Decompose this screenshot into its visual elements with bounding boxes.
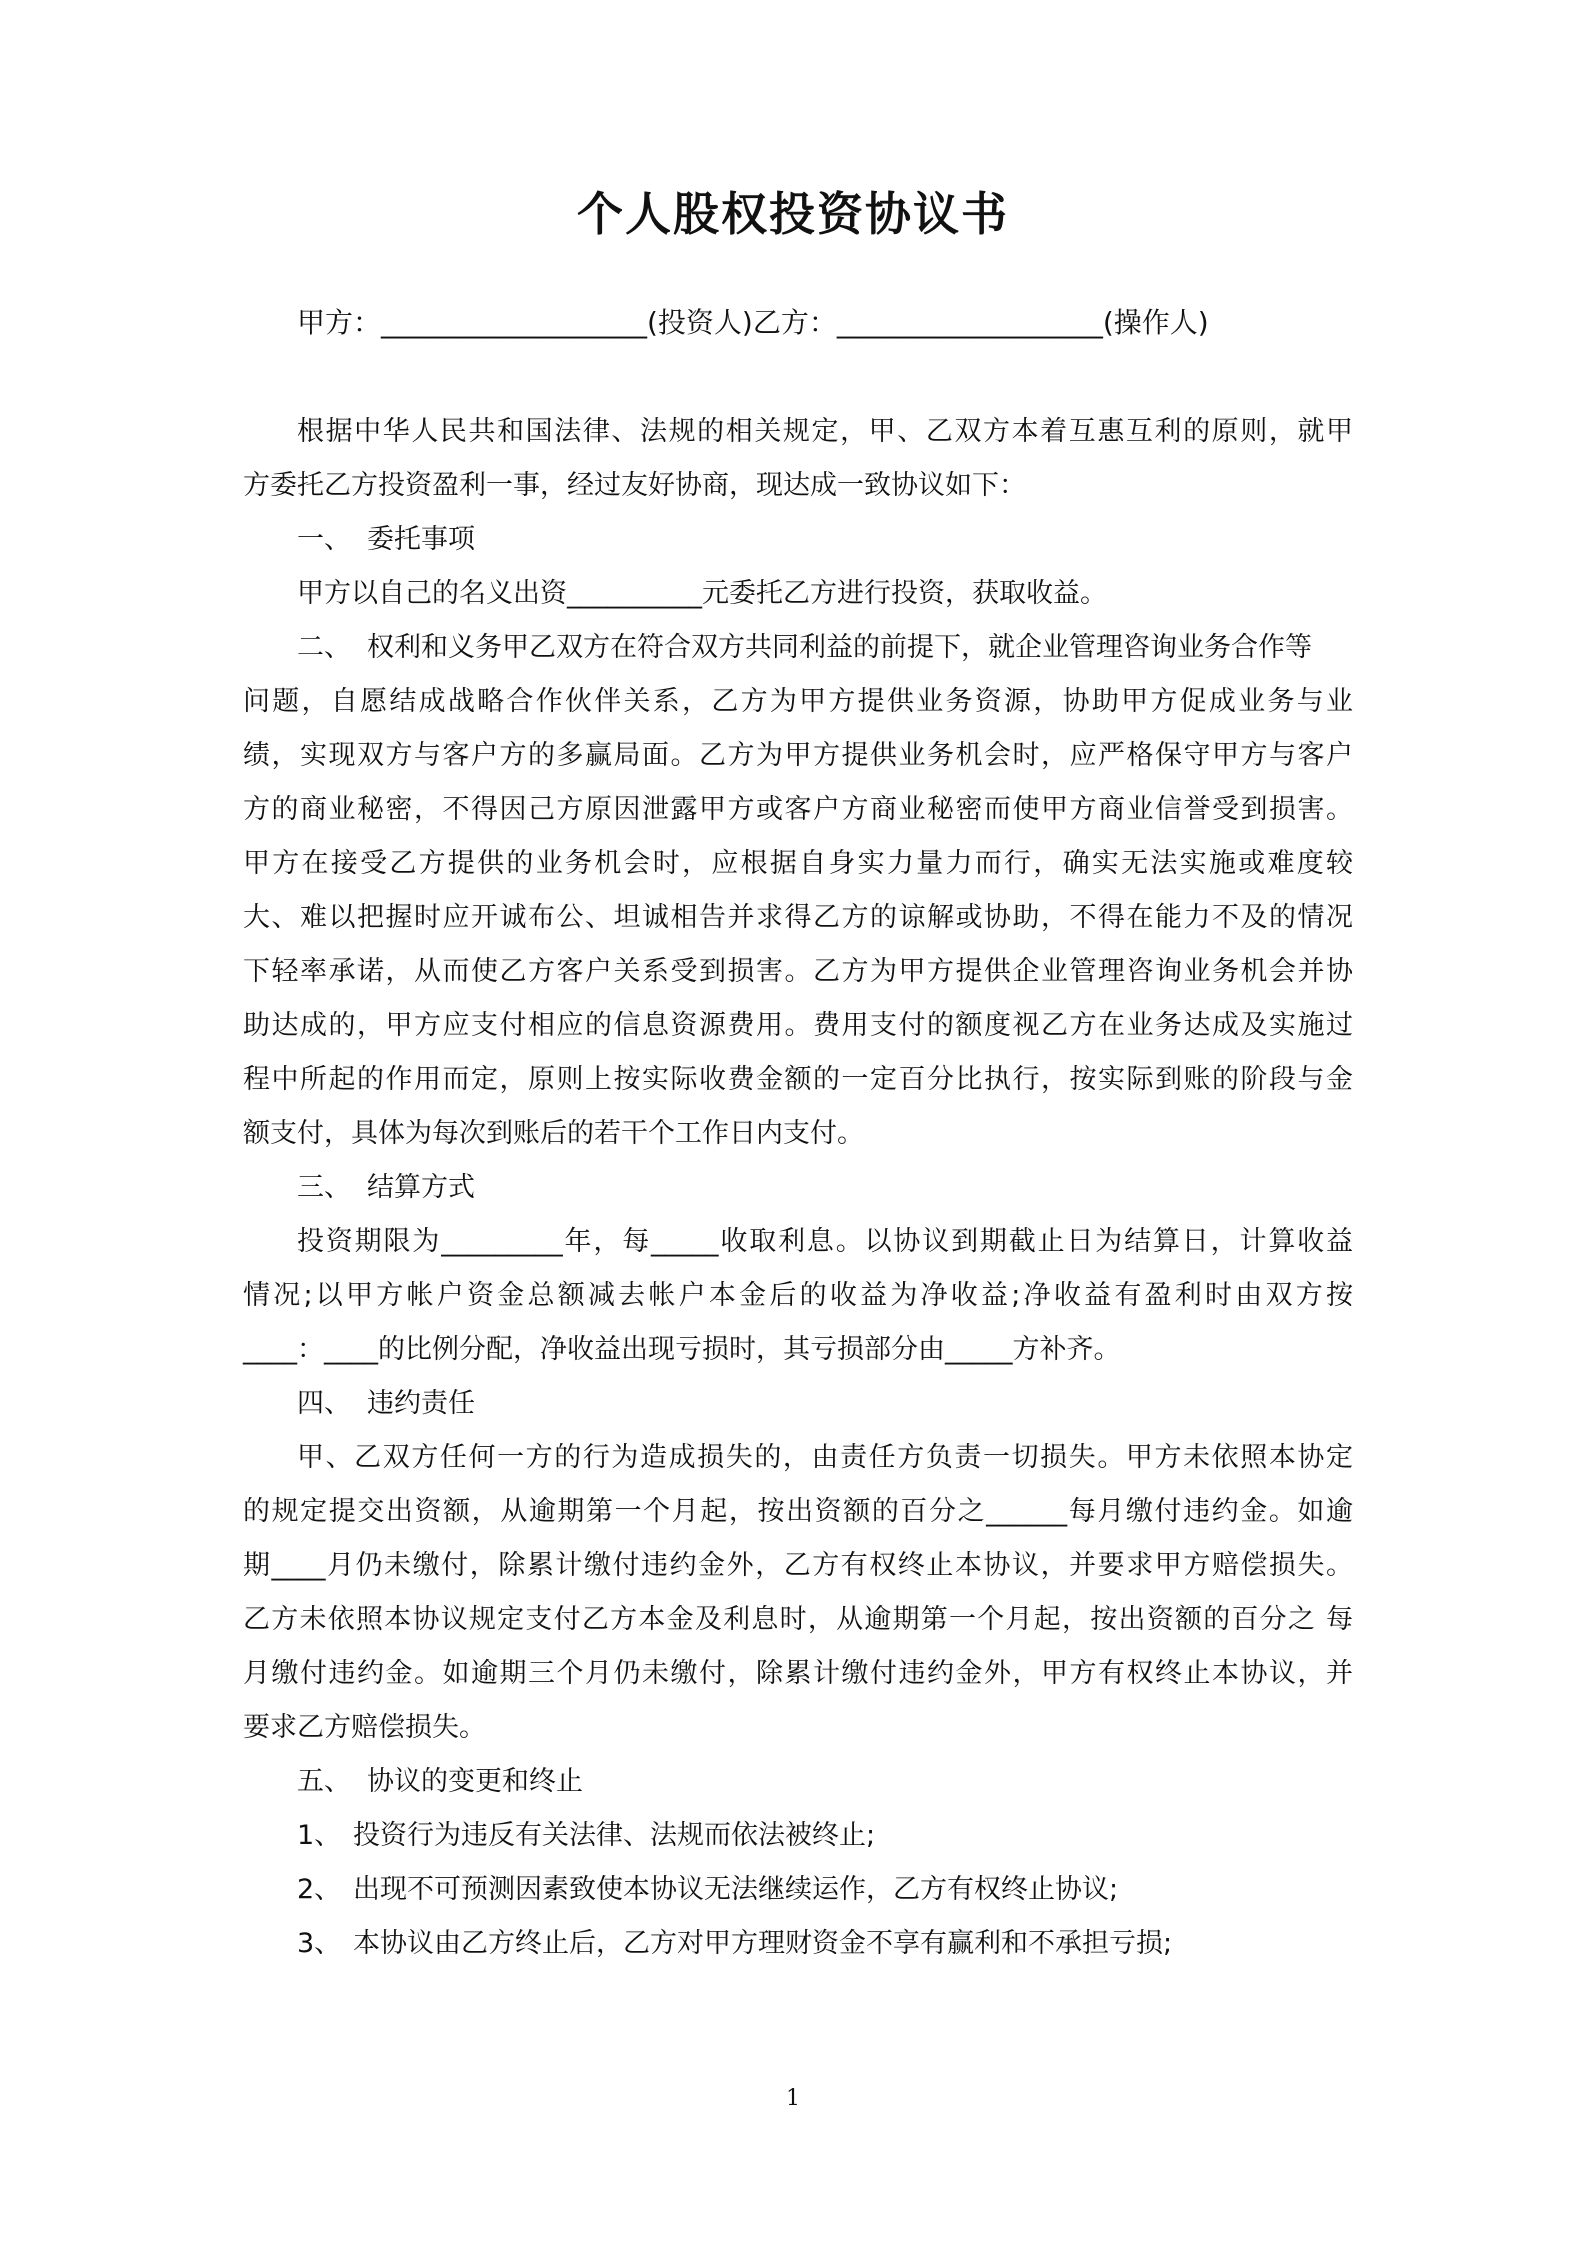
paragraph-line: 额支付，具体为每次到账后的若干个工作日内支付。 — [243, 1118, 864, 1149]
paragraph-line: 问题，自愿结成战略合作伙伴关系，乙方为甲方提供业务资源，协助甲方促成业务与业 — [243, 686, 1353, 717]
list-item — [297, 1924, 1172, 1964]
intro-line: 方委托乙方投资盈利一事，经过友好协商，现达成一致协议如下： — [243, 470, 1026, 501]
section-heading — [297, 1762, 583, 1802]
list-item-text: 本协议由乙方终止后，乙方对甲方理财资金不享有赢利和不承担亏损; — [353, 1928, 1173, 1959]
list-item-number: 1、 — [297, 1820, 342, 1851]
paragraph-line: 大、难以把握时应开诚布公、坦诚相告并求得乙方的谅解或协助，不得在能力不及的情况 — [243, 902, 1353, 933]
paragraph-line: ____：____的比例分配，净收益出现亏损时，其亏损部分由_____方补齐。 — [243, 1334, 1121, 1365]
section-title: 协议的变更和终止 — [367, 1766, 583, 1797]
list-item-text: 出现不可预测因素致使本协议无法继续运作，乙方有权终止协议; — [353, 1874, 1119, 1905]
page-number: 1 — [786, 2086, 800, 2111]
list-item-number: 3、 — [297, 1928, 342, 1959]
parties-line: 甲方：___________________(投资人)乙方：___________________(操作人) — [297, 306, 1209, 339]
paragraph-line: 乙方未依照本协议规定支付乙方本金及利息时，从逾期第一个月起，按出资额的百分之 每 — [243, 1604, 1353, 1635]
section-title: 违约责任 — [367, 1388, 475, 1419]
section-number: 五、 — [297, 1766, 351, 1797]
section-number: 二、 — [297, 632, 351, 663]
section-number: 四、 — [297, 1388, 351, 1419]
section-number: 一、 — [297, 524, 351, 555]
section-text: 权利和义务甲乙双方在符合双方共同利益的前提下，就企业管理咨询业务合作等 — [367, 632, 1312, 663]
paragraph-line: 的规定提交出资额，从逾期第一个月起，按出资额的百分之______每月缴付违约金。如逾 — [243, 1496, 1353, 1527]
intro-line: 根据中华人民共和国法律、法规的相关规定，甲、乙双方本着互惠互利的原则，就甲 — [297, 416, 1353, 447]
paragraph-line: 期____月仍未缴付，除累计缴付违约金外，乙方有权终止本协议，并要求甲方赔偿损失。 — [243, 1550, 1353, 1581]
paragraph-line: 程中所起的作用而定，原则上按实际收费金额的一定百分比执行，按实际到账的阶段与金 — [243, 1064, 1353, 1095]
paragraph-line: 投资期限为_________年，每_____收取利息。以协议到期截止日为结算日，计算收益 — [297, 1226, 1353, 1257]
section-heading — [297, 1384, 475, 1424]
list-item-text: 投资行为违反有关法律、法规而依法被终止; — [353, 1820, 876, 1851]
section-number: 三、 — [297, 1172, 351, 1203]
paragraph-line: 甲方以自己的名义出资__________元委托乙方进行投资，获取收益。 — [297, 578, 1107, 609]
list-item — [297, 1870, 1118, 1910]
section-title: 结算方式 — [367, 1172, 475, 1203]
paragraph-line: 要求乙方赔偿损失。 — [243, 1712, 486, 1743]
section-heading — [297, 628, 1353, 668]
paragraph-line: 月缴付违约金。如逾期三个月仍未缴付，除累计缴付违约金外，甲方有权终止本协议，并 — [243, 1658, 1353, 1689]
paragraph-line: 情况;以甲方帐户资金总额减去帐户本金后的收益为净收益;净收益有盈利时由双方按 — [243, 1280, 1353, 1311]
paragraph-line: 甲、乙双方任何一方的行为造成损失的，由责任方负责一切损失。甲方未依照本协定 — [297, 1442, 1353, 1473]
list-item-number: 2、 — [297, 1874, 342, 1905]
list-item — [297, 1816, 875, 1856]
paragraph-line: 助达成的，甲方应支付相应的信息资源费用。费用支付的额度视乙方在业务达成及实施过 — [243, 1010, 1353, 1041]
section-title: 委托事项 — [367, 524, 475, 555]
section-heading — [297, 1168, 475, 1208]
section-heading — [297, 520, 475, 560]
paragraph-line: 甲方在接受乙方提供的业务机会时，应根据自身实力量力而行，确实无法实施或难度较 — [243, 848, 1353, 879]
paragraph-line: 绩，实现双方与客户方的多赢局面。乙方为甲方提供业务机会时，应严格保守甲方与客户 — [243, 740, 1353, 771]
paragraph-line: 下轻率承诺，从而使乙方客户关系受到损害。乙方为甲方提供企业管理咨询业务机会并协 — [243, 956, 1353, 987]
paragraph-line: 方的商业秘密，不得因己方原因泄露甲方或客户方商业秘密而使甲方商业信誉受到损害。 — [243, 794, 1353, 825]
document-title: 个人股权投资协议书 — [577, 187, 1009, 241]
